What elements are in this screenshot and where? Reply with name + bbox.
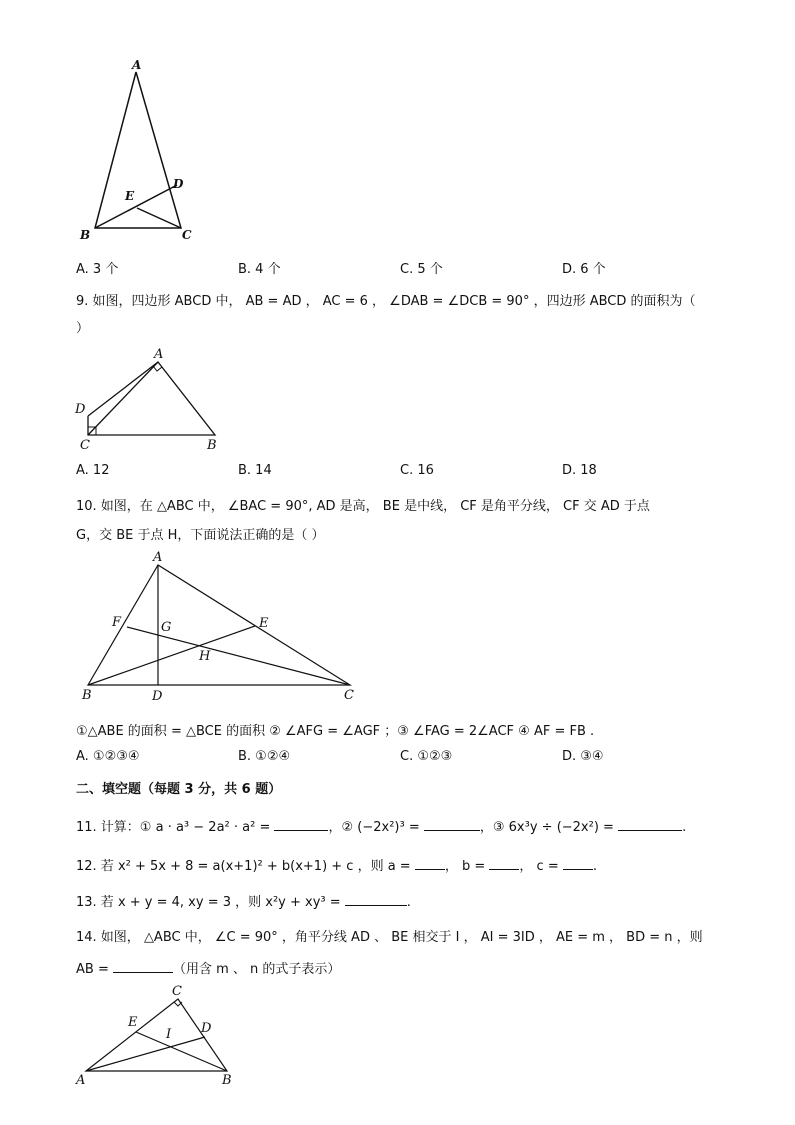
q10-option-a[interactable]: A. ①②③④ <box>76 749 140 764</box>
q12-blank-a[interactable] <box>415 869 445 870</box>
fig14-label-a: A <box>76 1073 86 1088</box>
fig14-label-i: I <box>166 1027 172 1042</box>
fig14-label-d: D <box>201 1021 212 1036</box>
q8-option-c[interactable]: C. 5 个 <box>400 262 443 277</box>
q12-blank-c[interactable] <box>563 869 593 870</box>
q12-question <box>76 855 597 874</box>
q10-option-b[interactable]: B. ①②④ <box>238 749 291 764</box>
fig9-label-c: C <box>80 438 90 453</box>
fig10-label-h: H <box>199 649 211 664</box>
q12-part1: 12. 若 x² + 5x + 8 = a(x+1)² + b(x+1) + c ，则 a = <box>76 859 411 874</box>
figure-q14-triangle <box>70 982 250 1092</box>
q11-part2: ，② (−2x²)³ = <box>328 820 420 835</box>
q11-part4: . <box>682 820 687 835</box>
fig8-label-b: B <box>80 228 91 242</box>
q11-question <box>76 816 686 835</box>
q14-stem-line1: 14. 如图， △ABC 中， ∠C = 90° ，角平分线 AD 、 BE 相交于 I ， AI = 3ID ， AE = m ， BD = n ，则 <box>76 930 703 945</box>
q14-blank[interactable] <box>113 972 173 973</box>
q9-option-b[interactable]: B. 14 <box>238 463 272 478</box>
section-2-title: 二、填空题（每题 3 分，共 6 题） <box>76 782 282 797</box>
figure-q8-triangle <box>70 55 210 245</box>
q13-part1: 13. 若 x + y = 4, xy = 3 ，则 x²y + xy³ = <box>76 895 341 910</box>
q10-stem-line2: G，交 BE 于点 H，下面说法正确的是（ ） <box>76 528 325 543</box>
fig9-label-d: D <box>75 402 86 417</box>
q8-option-b[interactable]: B. 4 个 <box>238 262 281 277</box>
q13-question <box>76 891 411 910</box>
fig10-label-d: D <box>152 689 163 704</box>
q8-option-d[interactable]: D. 6 个 <box>562 262 606 277</box>
q12-blank-b[interactable] <box>489 869 519 870</box>
q11-part3: ，③ 6x³y ÷ (−2x²) = <box>479 820 614 835</box>
q10-stem-line1: 10. 如图，在 △ABC 中， ∠BAC = 90°, AD 是高， BE 是中线， CF 是角平分线， CF 交 AD 于点 <box>76 499 650 514</box>
q13-part2: . <box>406 895 411 910</box>
figure-q10-triangle <box>70 550 370 710</box>
figure-q9-quadrilateral <box>70 343 230 455</box>
q10-option-c[interactable]: C. ①②③ <box>400 749 453 764</box>
q9-stem-line1: 9. 如图，四边形 ABCD 中， AB = AD ， AC = 6 ， ∠DAB = ∠DCB = 90° ，四边形 ABCD 的面积为（ <box>76 294 696 309</box>
q10-statements: ①△ABE 的面积 = △BCE 的面积 ② ∠AFG = ∠AGF ；③ ∠FAG = 2∠ACF ④ AF = FB . <box>76 724 595 739</box>
fig8-label-e: E <box>125 189 135 203</box>
q9-stem-line2: ） <box>76 321 90 336</box>
q11-blank-2[interactable] <box>424 830 480 831</box>
fig14-label-e: E <box>128 1015 138 1030</box>
q14-ab-label: AB = <box>76 962 109 977</box>
fig10-label-e: E <box>259 616 269 631</box>
q11-part1: 11. 计算：① a · a³ − 2a² · a² = <box>76 820 271 835</box>
q12-part2: ， b = <box>444 859 486 874</box>
q12-part4: . <box>592 859 597 874</box>
fig10-label-a: A <box>153 550 163 565</box>
fig8-label-d: D <box>173 177 184 191</box>
fig10-label-c: C <box>344 688 354 703</box>
q9-option-d[interactable]: D. 18 <box>562 463 597 478</box>
q12-part3: ， c = <box>519 859 559 874</box>
q11-blank-1[interactable] <box>274 830 328 831</box>
q8-option-a[interactable]: A. 3 个 <box>76 262 119 277</box>
fig14-label-b: B <box>222 1073 232 1088</box>
q13-blank[interactable] <box>345 905 407 906</box>
q14-stem-line2 <box>76 958 340 977</box>
fig8-label-a: A <box>132 58 142 72</box>
q11-blank-3[interactable] <box>618 830 682 831</box>
fig9-label-b: B <box>207 438 217 453</box>
fig10-label-g: G <box>161 620 172 635</box>
q10-option-d[interactable]: D. ③④ <box>562 749 604 764</box>
fig14-label-c: C <box>172 984 182 999</box>
q9-option-a[interactable]: A. 12 <box>76 463 110 478</box>
q9-option-c[interactable]: C. 16 <box>400 463 434 478</box>
fig10-label-b: B <box>82 688 92 703</box>
fig9-label-a: A <box>154 347 164 362</box>
fig10-label-f: F <box>112 615 122 630</box>
q14-hint: （用含 m 、 n 的式子表示） <box>172 962 341 977</box>
fig8-label-c: C <box>182 228 192 242</box>
